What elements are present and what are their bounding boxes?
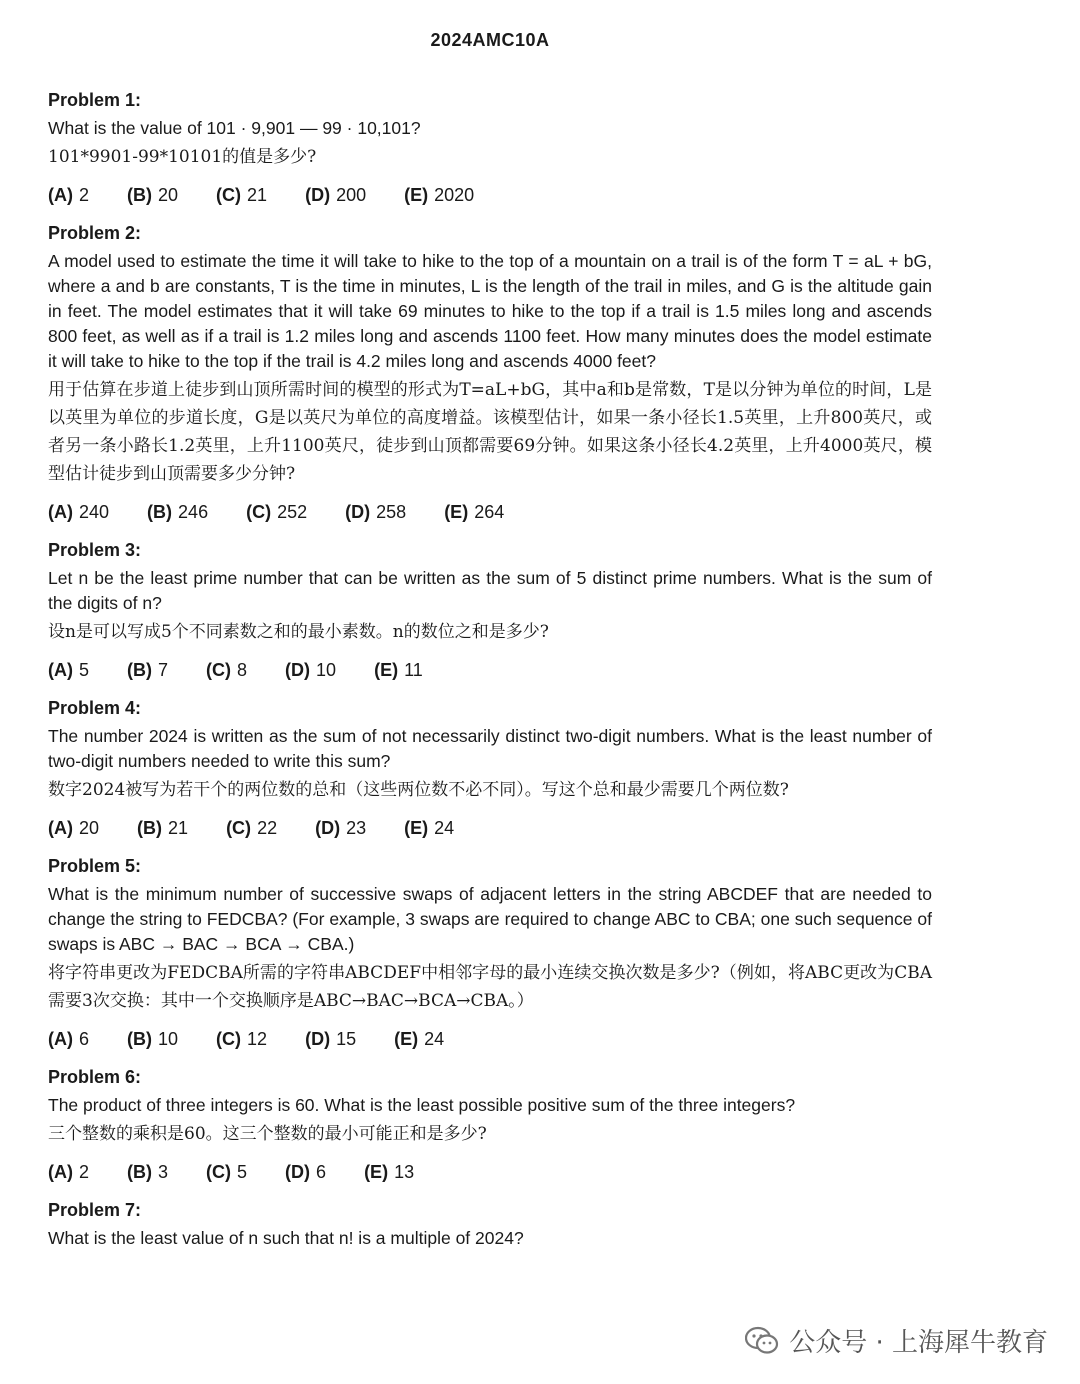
problem-heading: Problem 3: bbox=[48, 540, 142, 560]
answer-choice bbox=[127, 183, 178, 207]
choice-label: (E) bbox=[394, 1029, 419, 1049]
watermark-text: 公众号 · 上海犀牛教育 bbox=[789, 1328, 1048, 1358]
choice-label: (A) bbox=[48, 1029, 73, 1049]
choice-value: 8 bbox=[237, 660, 248, 680]
choice-value: 258 bbox=[376, 502, 407, 522]
choice-label: (E) bbox=[444, 502, 469, 522]
problem-7 bbox=[48, 1198, 932, 1251]
choice-label: (D) bbox=[305, 185, 331, 205]
answer-choices bbox=[48, 500, 932, 524]
choice-label: (E) bbox=[374, 660, 399, 680]
answer-choice bbox=[206, 658, 247, 682]
choice-value: 5 bbox=[79, 660, 90, 680]
choice-label: (C) bbox=[246, 502, 272, 522]
choice-value: 2 bbox=[79, 1162, 90, 1182]
choice-value: 246 bbox=[178, 502, 209, 522]
choice-value: 252 bbox=[277, 502, 308, 522]
choice-value: 7 bbox=[158, 660, 169, 680]
problem-heading: Problem 4: bbox=[48, 698, 142, 718]
answer-choice bbox=[137, 816, 188, 840]
answer-choice bbox=[127, 1160, 168, 1184]
answer-choices bbox=[48, 183, 932, 207]
problem-text-zh: 三个整数的乘积是60。这三个整数的最小可能正和是多少? bbox=[48, 1124, 487, 1144]
problem-heading: Problem 2: bbox=[48, 223, 142, 243]
problem-text-en: What is the minimum number of successive swaps of adjacent letters in the string ABCDEF that are needed to change the string to FEDCBA? (For example, 3 swaps are required to change ABC to CBA; one such sequence of swaps is ABC → BAC → BCA → CBA.) bbox=[48, 884, 932, 954]
problem-text-zh: 设n是可以写成5个不同素数之和的最小素数。n的数位之和是多少? bbox=[48, 622, 549, 642]
choice-label: (D) bbox=[285, 1162, 311, 1182]
choice-label: (D) bbox=[305, 1029, 331, 1049]
choice-label: (C) bbox=[216, 1029, 242, 1049]
problem-5 bbox=[48, 854, 932, 1051]
answer-choice bbox=[48, 658, 89, 682]
problem-list bbox=[48, 88, 932, 1251]
problem-text-en: Let n be the least prime number that can be written as the sum of 5 distinct prime numbers. What is the sum of the digits of n? bbox=[48, 568, 932, 613]
choice-label: (E) bbox=[364, 1162, 389, 1182]
choice-value: 21 bbox=[247, 185, 268, 205]
choice-value: 6 bbox=[316, 1162, 327, 1182]
choice-label: (D) bbox=[315, 818, 341, 838]
answer-choice bbox=[147, 500, 208, 524]
choice-label: (A) bbox=[48, 502, 73, 522]
problem-6 bbox=[48, 1065, 932, 1184]
choice-value: 11 bbox=[404, 660, 423, 680]
choice-value: 2 bbox=[79, 185, 90, 205]
choice-value: 3 bbox=[158, 1162, 169, 1182]
choice-label: (B) bbox=[127, 660, 153, 680]
problem-heading: Problem 5: bbox=[48, 856, 142, 876]
choice-value: 24 bbox=[424, 1029, 445, 1049]
answer-choice bbox=[315, 816, 366, 840]
answer-choice bbox=[305, 183, 366, 207]
problem-heading: Problem 7: bbox=[48, 1200, 142, 1220]
answer-choice bbox=[394, 1027, 444, 1051]
problem-text-zh: 将字符串更改为FEDCBA所需的字符串ABCDEF中相邻字母的最小连续交换次数是多少?（例如，将ABC更改为CBA需要3次交换：其中一个交换顺序是ABC→BAC→BCA→CBA。） bbox=[48, 963, 932, 1011]
choice-label: (B) bbox=[137, 818, 163, 838]
choice-value: 240 bbox=[79, 502, 110, 522]
choice-label: (A) bbox=[48, 660, 73, 680]
choice-label: (C) bbox=[206, 1162, 232, 1182]
answer-choice bbox=[285, 658, 336, 682]
choice-label: (A) bbox=[48, 185, 73, 205]
answer-choice bbox=[48, 1027, 89, 1051]
problem-text-zh: 用于估算在步道上徒步到山顶所需时间的模型的形式为T=aL+bG，其中a和b是常数，T是以分钟为单位的时间，L是以英里为单位的步道长度，G是以英尺为单位的高度增益。该模型估计，如果一条小径长1.5英里，上升800英尺，或者另一条小路长1.2英里，上升1100英尺，徒步到山顶都需要69分钟。如果这条小径长4.2英里，上升4000英尺，模型估计徒步到山顶需要多少分钟? bbox=[48, 380, 932, 484]
choice-label: (C) bbox=[226, 818, 252, 838]
answer-choice bbox=[404, 183, 474, 207]
problem-text-en: What is the least value of n such that n! is a multiple of 2024? bbox=[48, 1228, 524, 1248]
answer-choice bbox=[206, 1160, 247, 1184]
problem-3 bbox=[48, 538, 932, 682]
problem-text-en: What is the value of 101 · 9,901 — 99 · 10,101? bbox=[48, 118, 421, 138]
choice-value: 10 bbox=[316, 660, 337, 680]
answer-choice bbox=[48, 1160, 89, 1184]
answer-choice bbox=[404, 816, 454, 840]
choice-value: 12 bbox=[247, 1029, 268, 1049]
choice-label: (B) bbox=[127, 1162, 153, 1182]
choice-label: (C) bbox=[216, 185, 242, 205]
answer-choices bbox=[48, 658, 932, 682]
choice-value: 23 bbox=[346, 818, 367, 838]
document-title: 2024AMC10A bbox=[430, 30, 550, 50]
choice-value: 13 bbox=[394, 1162, 415, 1182]
choice-value: 200 bbox=[336, 185, 367, 205]
choice-label: (E) bbox=[404, 185, 429, 205]
answer-choices bbox=[48, 1160, 932, 1184]
choice-value: 2020 bbox=[434, 185, 475, 205]
answer-choice bbox=[374, 658, 423, 682]
choice-value: 264 bbox=[474, 502, 505, 522]
problem-heading: Problem 6: bbox=[48, 1067, 142, 1087]
choice-label: (D) bbox=[285, 660, 311, 680]
answer-choice bbox=[216, 1027, 267, 1051]
answer-choice bbox=[48, 183, 89, 207]
choice-label: (B) bbox=[127, 185, 153, 205]
answer-choice bbox=[285, 1160, 326, 1184]
choice-value: 20 bbox=[158, 185, 179, 205]
answer-choice bbox=[226, 816, 277, 840]
answer-choice bbox=[127, 658, 168, 682]
choice-value: 21 bbox=[168, 818, 189, 838]
answer-choice bbox=[216, 183, 267, 207]
choice-label: (A) bbox=[48, 1162, 73, 1182]
problem-text-zh: 数字2024被写为若干个的两位数的总和（这些两位数不必不同）。写这个总和最少需要几个两位数? bbox=[48, 780, 789, 800]
answer-choice bbox=[48, 500, 109, 524]
answer-choices bbox=[48, 816, 932, 840]
answer-choice bbox=[444, 500, 504, 524]
problem-4 bbox=[48, 696, 932, 840]
answer-choice bbox=[345, 500, 406, 524]
choice-value: 15 bbox=[336, 1029, 357, 1049]
choice-label: (D) bbox=[345, 502, 371, 522]
choice-label: (C) bbox=[206, 660, 232, 680]
choice-value: 22 bbox=[257, 818, 278, 838]
answer-choices bbox=[48, 1027, 932, 1051]
wechat-icon bbox=[745, 1326, 779, 1356]
answer-choice bbox=[364, 1160, 414, 1184]
answer-choice bbox=[305, 1027, 356, 1051]
choice-label: (E) bbox=[404, 818, 429, 838]
choice-label: (B) bbox=[127, 1029, 153, 1049]
problem-text-zh: 101*9901-99*10101的值是多少? bbox=[48, 147, 317, 167]
problem-text-en: The number 2024 is written as the sum of not necessarily distinct two-digit numbers. What is the least number of two-digit numbers needed to write this sum? bbox=[48, 726, 932, 771]
answer-choice bbox=[48, 816, 99, 840]
problem-text-en: A model used to estimate the time it will take to hike to the top of a mountain on a trail is of the form T = aL + bG, where a and b are constants, T is the time in minutes, L is the length of the trail in miles, and G is the altitude gain in feet. The model estimates that it will take 69 minutes to hike to the top if a trail is 1.5 miles long and ascends 800 feet, as well as if a trail is 1.2 miles long and ascends 1100 feet. How many minutes does the model estimate it will take to hike to the top if the trail is 4.2 miles long and ascends 4000 feet? bbox=[48, 251, 932, 371]
problem-text-en: The product of three integers is 60. What is the least possible positive sum of the three integers? bbox=[48, 1095, 796, 1115]
watermark bbox=[745, 1322, 1048, 1359]
choice-value: 6 bbox=[79, 1029, 90, 1049]
problem-2 bbox=[48, 221, 932, 524]
answer-choice bbox=[246, 500, 307, 524]
problem-heading: Problem 1: bbox=[48, 90, 142, 110]
choice-value: 5 bbox=[237, 1162, 248, 1182]
choice-value: 20 bbox=[79, 818, 100, 838]
answer-choice bbox=[127, 1027, 178, 1051]
choice-value: 24 bbox=[434, 818, 455, 838]
choice-value: 10 bbox=[158, 1029, 179, 1049]
choice-label: (A) bbox=[48, 818, 73, 838]
problem-1 bbox=[48, 88, 932, 207]
choice-label: (B) bbox=[147, 502, 173, 522]
